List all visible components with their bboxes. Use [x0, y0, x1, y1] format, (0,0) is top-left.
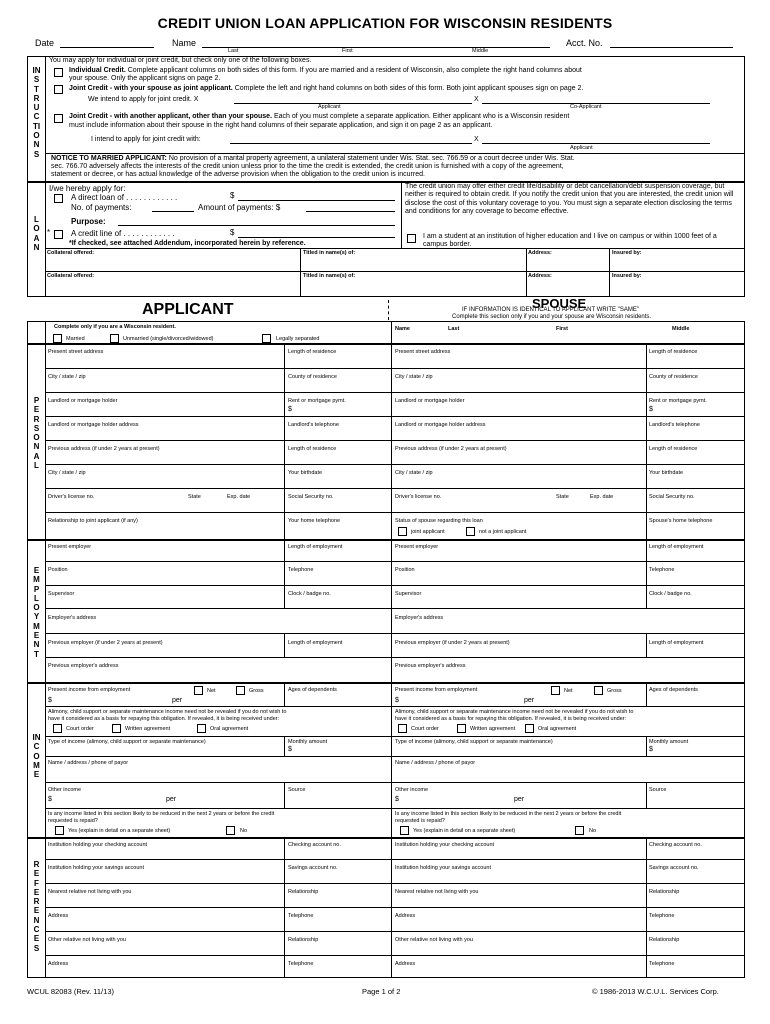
app-yes-label: Yes (explain in detail on a separate sheet)	[68, 828, 171, 834]
sp-other-relative: Other relative not living with you	[395, 937, 473, 943]
sp-income-dollar: $	[395, 697, 399, 704]
app-savings-inst: Institution holding your savings account	[48, 865, 145, 871]
app-no-label: No	[240, 828, 248, 834]
sp-not-joint-checkbox[interactable]	[466, 527, 475, 536]
app-type-income: Type of income (alimony, child support or separate maintenance)	[48, 739, 206, 745]
sp-position: Position	[395, 567, 415, 573]
app-other-income: Other income	[48, 787, 82, 793]
sp-supervisor: Supervisor	[395, 591, 422, 597]
applicant-caption-2: Applicant	[570, 145, 593, 151]
sp-prev-employer: Previous employer (if under 2 years at present)	[395, 640, 510, 646]
app-checking-inst: Institution holding your checking account	[48, 842, 148, 848]
sp-no-checkbox[interactable]	[575, 826, 584, 835]
joint-other-text: Joint Credit - with another applicant, other than your spouse. Each of you must complete a separate application. Either applicant who is a Wisconsin resident	[69, 113, 570, 120]
acct-field[interactable]	[610, 47, 733, 48]
app-court-order-label: Court order	[66, 726, 94, 732]
student-checkbox[interactable]	[407, 234, 416, 243]
footer-page-number: Page 1 of 2	[362, 987, 401, 996]
sp-gross-label: Gross	[607, 688, 622, 694]
titled-label-2: Titled in name(s) of:	[303, 273, 356, 279]
sp-other-per: per	[514, 796, 525, 803]
notice-text2: sec. 766.70 adversely affects the interests of the credit union unless prior to the time the credit is extended, the credit union is furnished with a copy of the agreement,	[51, 163, 564, 170]
app-supervisor: Supervisor	[48, 591, 75, 597]
amount-payments-label: Amount of payments: $	[198, 203, 281, 212]
app-present-street: Present street address	[48, 349, 104, 355]
address-label-2: Address:	[528, 273, 552, 279]
sp-prev-employer-addr: Previous employer's address	[395, 663, 466, 669]
sp-length-employment-2: Length of employment	[649, 640, 704, 646]
app-written-checkbox[interactable]	[112, 724, 121, 733]
joint-with-field[interactable]	[230, 143, 472, 144]
sp-city-state-zip: City / state / zip	[395, 374, 433, 380]
app-dl: Driver's license no.	[48, 494, 95, 500]
app-checking-no: Checking account no.	[288, 842, 341, 848]
sp-relationship-2: Relationship	[649, 937, 680, 943]
sp-county: County of residence	[649, 374, 698, 380]
spouse-last-label: Last	[448, 326, 460, 332]
credit-line-checkbox[interactable]	[54, 230, 63, 239]
name-middle-caption: Middle	[472, 48, 489, 54]
app-prev-employer: Previous employer (if under 2 years at present)	[48, 640, 163, 646]
spouse-note-2: Complete this section only if you and your spouse are Wisconsin residents.	[452, 314, 652, 320]
footer-copyright: © 1986-2013 W.C.U.L. Services Corp.	[592, 987, 719, 996]
app-alimony-1: Alimony, child support or separate maintenance income need not be revealed if you do not wish to	[48, 709, 287, 715]
spouse-middle-label: Middle	[672, 326, 690, 332]
intend-with-label: I intend to apply for joint credit with:	[91, 136, 201, 143]
app-telephone: Telephone	[288, 567, 314, 573]
direct-loan-checkbox[interactable]	[54, 194, 63, 203]
sp-rent-dollar: $	[649, 406, 653, 413]
sp-joint-applicant-checkbox[interactable]	[398, 527, 407, 536]
sp-joint-applicant-label: joint applicant	[411, 529, 445, 535]
sp-checking-inst: Institution holding your checking account	[395, 842, 495, 848]
app-prev-addr: Previous address (if under 2 years at present)	[48, 446, 160, 452]
instructions-intro: You may apply for individual or joint credit, but check only one of the following boxes.	[49, 57, 312, 64]
separated-checkbox[interactable]	[262, 334, 271, 343]
app-county: County of residence	[288, 374, 337, 380]
app-income-dollar: $	[48, 697, 52, 704]
app-other-dollar: $	[48, 796, 52, 803]
app-gross-label: Gross	[249, 688, 264, 694]
footer-form-number: WCUL 82083 (Rev. 11/13)	[27, 987, 114, 996]
employment-side-label: EMPLOYMENT	[33, 566, 40, 659]
app-length-residence: Length of residence	[288, 349, 337, 355]
personal-side-label: PERSONAL	[33, 396, 40, 471]
app-ages-dep: Ages of dependents	[288, 687, 337, 693]
sp-city-state-zip-2: City / state / zip	[395, 470, 433, 476]
notice-text: NOTICE TO MARRIED APPLICANT: No provision of a marital property agreement, a unilateral statement under Wis. Stat. sec. 766.59 or a court decree under Wis. Stat.	[51, 155, 575, 162]
addendum-note: *If checked, see attached Addendum, incorporated herein by reference.	[69, 240, 306, 247]
sp-not-joint-label: not a joint applicant	[479, 529, 527, 535]
hereby-label: I/we hereby apply for:	[49, 184, 126, 193]
individual-credit-text: Individual Credit. Complete applicant columns on both sides of this form. If you are married and a resident of Wisconsin, also complete the right hand columns about	[69, 67, 582, 74]
sp-net-checkbox[interactable]	[551, 686, 560, 695]
sp-net-label: Net	[564, 688, 573, 694]
sp-length-residence: Length of residence	[649, 349, 698, 355]
app-no-checkbox[interactable]	[226, 826, 235, 835]
sp-reduce-2: requested is repaid?	[395, 818, 445, 824]
individual-credit-checkbox[interactable]	[54, 68, 63, 77]
insurance-disclosure: The credit union may offer either credit life/disability or debt cancellation/debt suspension coverage, but neither is required to obtain credit. If you notify the credit union that you are interested, the credit union will disclose the cost of this voluntary coverage to you. You must sign a separate election disclosing the terms and conditions for any coverage to become effective.	[405, 183, 734, 215]
insured-label-1: Insured by:	[612, 250, 642, 256]
sp-gross-checkbox[interactable]	[594, 686, 603, 695]
app-monthly: Monthly amount	[288, 739, 328, 745]
income-side-label: INCOME	[32, 733, 41, 780]
app-present-employer: Present employer	[48, 544, 92, 550]
credit-line-amount-field[interactable]	[238, 237, 395, 238]
sp-exp: Exp. date	[590, 494, 614, 500]
unmarried-label: Unmarried (single/divorced/widowed)	[123, 336, 214, 342]
app-alimony-2: have it considered as a basis for repaying this obligation. If revealed, it is being received under:	[48, 716, 280, 722]
app-rent-dollar: $	[288, 406, 292, 413]
sp-state: State	[556, 494, 569, 500]
personal-section	[27, 344, 745, 540]
app-other-relative: Other relative not living with you	[48, 937, 126, 943]
sp-savings-inst: Institution holding your savings account	[395, 865, 492, 871]
spouse-first-label: First	[556, 326, 568, 332]
sp-written-checkbox[interactable]	[457, 724, 466, 733]
sp-payor: Name / address / phone of payor	[395, 760, 476, 766]
app-source: Source	[288, 787, 306, 793]
sp-source: Source	[649, 787, 667, 793]
app-gross-checkbox[interactable]	[236, 686, 245, 695]
joint-spouse-checkbox[interactable]	[54, 85, 63, 94]
joint-spouse-text: Joint Credit - with your spouse as joint applicant. Complete the left and right hand columns on both sides of this form. Both joint applicant spouses sign on page 2.	[69, 85, 584, 92]
sp-checking-no: Checking account no.	[649, 842, 702, 848]
direct-loan-label: A direct loan of . . . . . . . . . . . .	[71, 193, 178, 202]
address-label-1: Address:	[528, 250, 552, 256]
app-other-per: per	[166, 796, 177, 803]
form-title: CREDIT UNION LOAN APPLICATION FOR WISCONSIN RESIDENTS	[157, 15, 613, 31]
app-relationship-2: Relationship	[288, 937, 319, 943]
app-landlord: Landlord or mortgage holder	[48, 398, 118, 404]
sp-home-tel: Spouse's home telephone	[649, 518, 713, 524]
sp-type-income: Type of income (alimony, child support or separate maintenance)	[395, 739, 553, 745]
date-label: Date	[35, 38, 55, 48]
sp-dl: Driver's license no.	[395, 494, 442, 500]
sp-present-employer: Present employer	[395, 544, 439, 550]
sp-present-street: Present street address	[395, 349, 451, 355]
sp-ages-dep: Ages of dependents	[649, 687, 698, 693]
app-relationship: Relationship	[288, 889, 319, 895]
name-field[interactable]	[202, 47, 550, 48]
app-net-checkbox[interactable]	[194, 686, 203, 695]
married-label: Married	[66, 336, 85, 342]
app-length-residence-2: Length of residence	[288, 446, 337, 452]
sp-reduce-1: Is any income listed in this section likely to be reduced in the next 2 years or before the credit	[395, 811, 622, 817]
app-oral-label: Oral agreement	[210, 726, 249, 732]
student-text: I am a student at an institution of higher education and I live on campus or within 1000 feet of a campus border.	[423, 233, 717, 248]
sp-address: Address	[395, 913, 416, 919]
sp-employer-addr: Employer's address	[395, 615, 444, 621]
sp-yes-label: Yes (explain in detail on a separate sheet)	[413, 828, 516, 834]
app-landlord-tel: Landlord's telephone	[288, 422, 339, 428]
individual-credit-text2: your spouse. Only the applicant signs on page 2.	[69, 75, 221, 82]
references-side-label: REFERENCES	[33, 860, 40, 953]
purpose-field[interactable]	[118, 225, 395, 226]
app-birthdate: Your birthdate	[288, 470, 323, 476]
spouse-note-1: IF INFORMATION IS IDENTICAL TO APPLICANT WRITE "SAME"	[462, 307, 639, 313]
sp-status-label: Status of spouse regarding this loan	[395, 518, 483, 524]
app-address-2: Address	[48, 961, 69, 967]
sp-prev-addr: Previous address (if under 2 years at present)	[395, 446, 507, 452]
coapplicant-caption: Co-Applicant	[570, 104, 602, 110]
collateral-label-1: Collateral offered:	[47, 250, 95, 256]
num-payments-label: No. of payments:	[71, 203, 132, 212]
sp-ref-telephone: Telephone	[649, 913, 675, 919]
sp-oral-checkbox[interactable]	[525, 724, 534, 733]
sp-other-income: Other income	[395, 787, 429, 793]
sp-telephone: Telephone	[649, 567, 675, 573]
app-payor: Name / address / phone of payor	[48, 760, 129, 766]
date-field[interactable]	[60, 47, 154, 48]
spouse-heading: SPOUSE	[532, 296, 587, 311]
app-city-state-zip-2: City / state / zip	[48, 470, 86, 476]
credit-line-dollar: $	[230, 228, 235, 237]
app-savings-no: Savings account no.	[288, 865, 338, 871]
instructions-side-label: INSTRUCTIONS	[32, 66, 41, 159]
applicant-caption: Applicant	[318, 104, 341, 110]
app-length-employment: Length of employment	[288, 544, 343, 550]
sp-present-income: Present income from employment	[395, 687, 478, 693]
sp-landlord-tel: Landlord's telephone	[649, 422, 700, 428]
app-present-income: Present income from employment	[48, 687, 131, 693]
sp-landlord: Landlord or mortgage holder	[395, 398, 465, 404]
applicant-signature-line[interactable]	[234, 103, 472, 104]
sp-yes-checkbox[interactable]	[400, 826, 409, 835]
sp-savings-no: Savings account no.	[649, 865, 699, 871]
app-prev-employer-addr: Previous employer's address	[48, 663, 119, 669]
app-ref-telephone: Telephone	[288, 913, 314, 919]
name-label: Name	[172, 38, 197, 48]
sp-birthdate: Your birthdate	[649, 470, 684, 476]
app-monthly-dollar: $	[288, 746, 292, 753]
num-payments-field[interactable]	[152, 211, 194, 212]
sp-income-per: per	[524, 697, 535, 704]
sp-ssn: Social Security no.	[649, 494, 695, 500]
unmarried-checkbox[interactable]	[110, 334, 119, 343]
sp-nearest: Nearest relative not living with you	[395, 889, 479, 895]
app-income-per: per	[172, 697, 183, 704]
app-relationship-joint: Relationship to joint applicant (if any)	[48, 518, 138, 524]
loan-side-label: LOAN	[33, 215, 40, 252]
sp-other-dollar: $	[395, 796, 399, 803]
applicant-heading: APPLICANT	[142, 301, 234, 318]
app-city-state-zip: City / state / zip	[48, 374, 86, 380]
sp-length-residence-2: Length of residence	[649, 446, 698, 452]
sp-landlord-addr: Landlord or mortgage holder address	[395, 422, 486, 428]
sp-length-employment: Length of employment	[649, 544, 704, 550]
app-reduce-1: Is any income listed in this section likely to be reduced in the next 2 years or before the credit	[48, 811, 275, 817]
sp-court-order-checkbox[interactable]	[398, 724, 407, 733]
sp-monthly-dollar: $	[649, 746, 653, 753]
separated-label: Legally separated	[276, 336, 320, 342]
name-last-caption: Last	[228, 48, 239, 54]
sp-alimony-2: have it considered as a basis for repaying this obligation. If revealed, it is being received under:	[395, 716, 627, 722]
sp-rent-pymt: Rent or mortgage pymt.	[649, 398, 707, 404]
sp-court-order-label: Court order	[411, 726, 439, 732]
credit-line-label: A credit line of . . . . . . . . . . . .	[71, 229, 175, 238]
app-state: State	[188, 494, 201, 500]
married-checkbox[interactable]	[53, 334, 62, 343]
joint-other-text2: must include information about their spouse in the right hand columns of their separate application, and sign it on page 2 as an applicant.	[69, 122, 493, 129]
titled-label-1: Titled in name(s) of:	[303, 250, 356, 256]
acct-label: Acct. No.	[566, 38, 603, 48]
sp-address-2: Address	[395, 961, 416, 967]
app-clock: Clock / badge no.	[288, 591, 331, 597]
spouse-name-label: Name	[395, 326, 410, 332]
intend-joint-label: We intend to apply for joint credit. X	[88, 96, 199, 103]
purpose-label: Purpose:	[71, 217, 106, 226]
app-landlord-addr: Landlord or mortgage holder address	[48, 422, 139, 428]
app-written-label: Written agreement	[125, 726, 171, 732]
insured-label-2: Insured by:	[612, 273, 642, 279]
app-oral-checkbox[interactable]	[197, 724, 206, 733]
name-first-caption: First	[342, 48, 353, 54]
app-ref-telephone-2: Telephone	[288, 961, 314, 967]
app-employer-addr: Employer's address	[48, 615, 97, 621]
app-position: Position	[48, 567, 68, 573]
amount-payments-field[interactable]	[306, 211, 395, 212]
applicant-signature-line-2[interactable]	[482, 143, 710, 144]
joint-other-checkbox[interactable]	[54, 114, 63, 123]
sp-relationship: Relationship	[649, 889, 680, 895]
app-ssn: Social Security no.	[288, 494, 334, 500]
sp-alimony-1: Alimony, child support or separate maintenance income need not be revealed if you do not wish to	[395, 709, 634, 715]
app-address: Address	[48, 913, 69, 919]
app-nearest: Nearest relative not living with you	[48, 889, 132, 895]
credit-line-star: *	[47, 228, 51, 237]
app-rent-pymt: Rent or mortgage pymt.	[288, 398, 346, 404]
app-reduce-2: requested is repaid?	[48, 818, 98, 824]
app-length-employment-2: Length of employment	[288, 640, 343, 646]
column-divider	[388, 300, 389, 320]
wi-only-note: Complete only if you are a Wisconsin resident.	[54, 324, 176, 330]
app-exp: Exp. date	[227, 494, 251, 500]
sp-clock: Clock / badge no.	[649, 591, 692, 597]
direct-loan-amount-field[interactable]	[238, 200, 395, 201]
sp-no-label: No	[589, 828, 597, 834]
collateral-label-2: Collateral offered:	[47, 273, 95, 279]
sp-written-label: Written agreement	[470, 726, 516, 732]
app-court-order-checkbox[interactable]	[53, 724, 62, 733]
x-mark-1: X	[474, 96, 479, 103]
x-mark-2: X	[474, 136, 479, 143]
sp-ref-telephone-2: Telephone	[649, 961, 675, 967]
sp-oral-label: Oral agreement	[538, 726, 577, 732]
direct-loan-dollar: $	[230, 191, 235, 200]
app-net-label: Net	[207, 688, 216, 694]
sp-monthly: Monthly amount	[649, 739, 689, 745]
app-home-tel: Your home telephone	[288, 518, 341, 524]
notice-text3: statement or decree, or has actual knowledge of the adverse provision when the obligation to the credit union is incurred.	[51, 171, 425, 178]
app-yes-checkbox[interactable]	[55, 826, 64, 835]
